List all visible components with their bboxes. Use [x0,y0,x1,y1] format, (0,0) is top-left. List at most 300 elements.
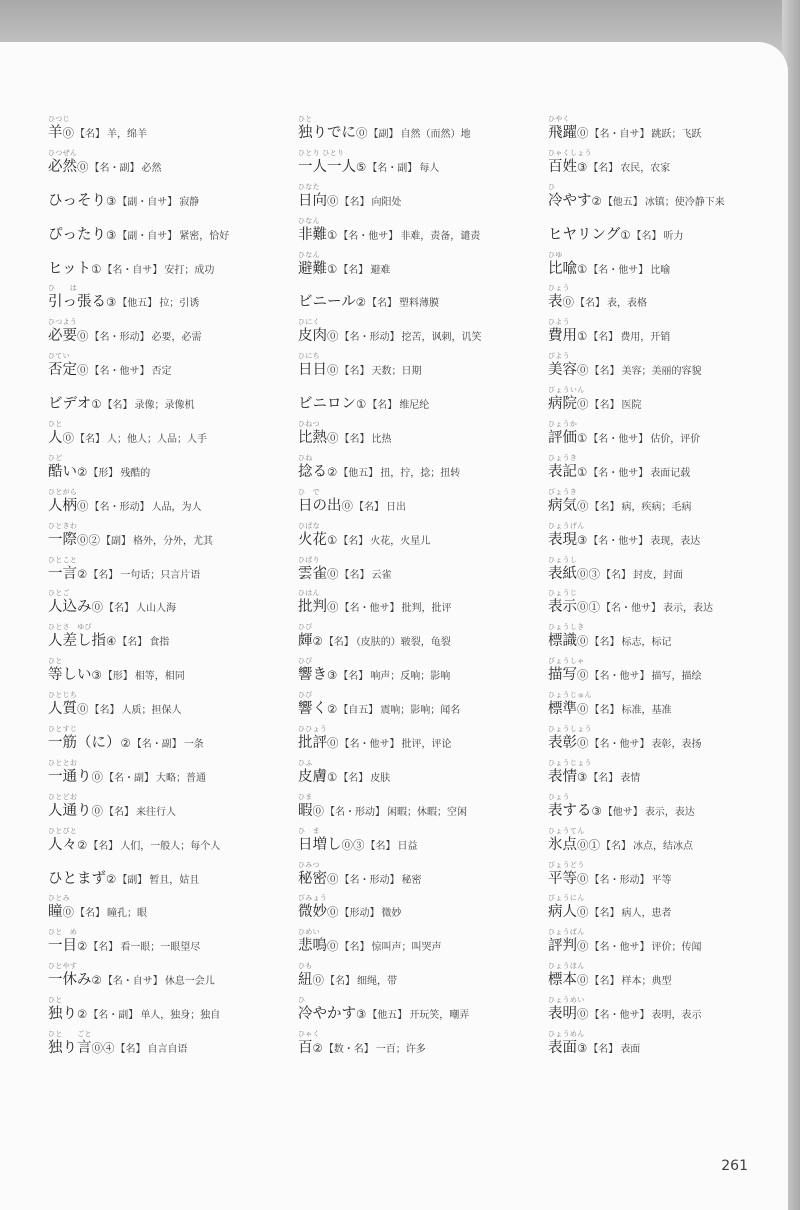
part-of-speech: 【名】 [338,264,369,276]
vocab-entry [298,519,548,553]
vocab-word: 標準 [548,701,577,718]
furigana-reading: ひとじち [48,691,78,700]
part-of-speech: 【名・自サ】 [589,129,650,140]
pitch-accent: ② [91,973,102,988]
entry-line [548,731,702,752]
chinese-meaning: 人质；担保人 [121,705,182,717]
vocab-word: 飛躍 [548,125,577,141]
pitch-accent: ② [77,939,88,954]
entry-line [548,528,700,549]
pitch-accent: ⓪ [327,566,339,581]
pitch-accent: ⓪ [77,498,89,513]
chinese-meaning: 避难 [370,264,391,276]
furigana-reading: ひど [48,453,63,462]
entry-line [48,155,162,176]
furigana-reading: ひつじ [48,115,70,123]
furigana-reading: ひゆ [548,250,563,259]
furigana-reading: ひなん [298,250,320,259]
entry-line [548,934,702,955]
part-of-speech: 【名】 [589,400,620,412]
entry-line [298,663,450,684]
vocab-word: ひっそり [48,192,106,209]
entry-line [548,765,640,786]
chinese-meaning: 表明，表示 [651,1010,702,1022]
chinese-meaning: 一句话；只言片语 [120,569,201,581]
furigana-reading: ひとがら [48,487,78,496]
pitch-accent: ⓪ [77,363,89,378]
furigana-reading: ひばな [298,521,320,530]
vocab-entry [548,824,798,858]
vocab-entry [548,248,798,282]
pitch-accent: ⓪ [327,905,339,920]
vocab-entry [48,417,298,451]
entry-line [298,833,418,854]
pitch-accent: ⓪ [577,973,589,988]
furigana-reading: ひと [48,996,63,1005]
entry-line [298,1036,426,1057]
chinese-meaning: 一百；许多 [375,1044,426,1056]
vocab-word: 日向 [298,192,327,209]
furigana-reading: ひょうめい [548,996,585,1005]
vocab-word: 微妙 [298,904,327,921]
vocab-entry [298,790,548,824]
part-of-speech: 【名・副】 [88,1010,139,1022]
chinese-meaning: 拉；引诱 [159,298,200,310]
vocab-entry [298,586,548,620]
furigana-reading: ひてい [48,352,70,361]
pitch-accent: ① [327,532,338,547]
furigana-reading: ひ [298,996,306,1005]
part-of-speech: 【名】 [339,366,370,378]
part-of-speech: 【名】 [588,772,619,784]
vocab-word: 表示 [548,599,577,616]
part-of-speech: 【名】 [589,637,620,649]
vocab-word: 響く [298,701,327,718]
vocab-word: 瞳 [48,904,63,921]
entry-line [48,629,169,650]
vocab-entry [548,146,798,180]
entry-line [298,562,392,583]
part-of-speech: 【名】 [75,434,105,446]
pitch-accent: ⓪ [327,600,339,615]
chinese-meaning: 云雀 [371,569,392,581]
part-of-speech: 【名】 [104,806,134,818]
furigana-reading: ひやく [548,115,570,123]
furigana-reading: ひょうしき [548,623,585,632]
part-of-speech: 【名・他サ】 [338,230,399,242]
vocab-word: 一筋（に） [48,735,121,752]
pitch-accent: ① [91,261,102,276]
part-of-speech: 【名】 [365,840,396,852]
furigana-reading: ひょうじょう [548,758,592,767]
entry-line [548,358,702,379]
column-right [548,112,798,1061]
chinese-meaning: 扭，拧，捻；扭转 [380,467,461,479]
part-of-speech: 【名】 [589,976,620,988]
chinese-meaning: 标志，标记 [621,637,672,649]
vocab-word: 氷点 [548,836,577,853]
part-of-speech: 【名・他サ】 [589,739,650,751]
vocab-word: 表情 [548,768,577,785]
pitch-accent: ③ [577,532,588,547]
vocab-word: 美容 [548,362,577,379]
part-of-speech: 【名・他サ】 [339,603,400,615]
chinese-meaning: 单人，独身；独自 [140,1010,221,1022]
chinese-meaning: 暂且，姑且 [149,874,200,886]
vocab-word: ヒヤリング [548,226,621,243]
furigana-reading: ひつよう [48,318,78,327]
furigana-reading: びみょう [298,894,328,903]
entry-line [48,223,229,244]
vocab-entry [548,417,798,451]
chinese-meaning: 农民，农家 [620,162,671,174]
entry-line [548,697,672,718]
part-of-speech: 【他五】 [602,196,643,208]
entry-line [298,121,471,142]
chinese-meaning: 冰点，结冰点 [633,840,693,852]
vocab-entry [48,214,298,248]
furigana-reading: ひょう [548,792,570,801]
vocab-entry [548,214,798,248]
entry-line [48,494,202,515]
furigana-reading: びょうにん [548,894,585,903]
part-of-speech: 【名】 [588,1044,619,1056]
vocab-entry [48,891,298,925]
chinese-meaning: 样本；典型 [621,976,672,988]
pitch-accent: ⓪ [327,736,339,751]
furigana-reading: びょういん [548,386,585,395]
part-of-speech: 【名・他サ】 [588,264,649,276]
pitch-accent: ① [327,261,338,276]
vocab-word: 独り [48,1006,77,1023]
chinese-meaning: 看一眼；一眼望尽 [120,942,201,954]
chinese-meaning: 病，疾病；毛病 [621,501,692,513]
pitch-accent: ① [620,227,631,242]
part-of-speech: 【名・他サ】 [589,1010,650,1022]
vocab-entry [48,620,298,654]
part-of-speech: 【名・他サ】 [589,671,650,683]
furigana-reading: ひょうばん [548,928,585,937]
chinese-meaning: 人；他人；人品；人手 [107,434,207,446]
vocab-entry [548,925,798,959]
chinese-meaning: 录像；录像机 [134,400,195,412]
chinese-meaning: 震响；影响；闻名 [380,705,461,717]
vocab-entry [298,281,548,315]
entry-line [298,324,482,345]
part-of-speech: 【名・形动】 [339,332,400,344]
vocab-word: 人柄 [48,497,77,514]
vocab-word: 表記 [548,463,577,480]
vocab-entry [548,654,798,688]
part-of-speech: 【名】 [339,569,370,581]
vocab-word: 表 [548,294,563,311]
vocab-entry [298,722,548,756]
vocab-word: 描写 [548,667,577,684]
vocab-entry [548,451,798,485]
entry-line [548,1002,702,1023]
chinese-meaning: 平等 [651,874,672,886]
part-of-speech: 【名・形动】 [89,501,150,513]
vocab-word: 雲雀 [298,565,327,582]
vocab-word: 暇 [298,802,313,819]
entry-line [298,358,422,379]
pitch-accent: ① [91,397,102,412]
vocab-word: 必要 [48,328,77,345]
part-of-speech: 【名】 [589,501,620,513]
vocab-word: 羊 [48,125,63,141]
pitch-accent: ⓪ [562,295,574,310]
entry-line [548,426,700,447]
furigana-reading: ひととお [48,758,78,767]
furigana-reading: ひ ま [298,826,320,835]
entry-line [48,426,207,447]
vocab-word: 標本 [548,972,577,989]
part-of-speech: 【他五】 [367,1010,408,1022]
entry-line [48,595,176,616]
pitch-accent: ③ [327,668,338,683]
vocab-word: 人質 [48,701,77,718]
furigana-reading: ひにち [298,352,320,361]
entry-line [298,426,392,447]
vocab-entry [548,180,798,214]
vocab-entry [298,1027,548,1061]
pitch-accent: ⓪ [327,939,339,954]
pitch-accent: ③ [356,1007,367,1022]
vocab-entry [48,281,298,315]
entry-line [548,1036,640,1057]
furigana-reading: ひとさ ゆび [48,623,92,632]
vocab-word: 百 [298,1040,313,1057]
vocab-word: 費用 [548,328,577,345]
entry-line [48,324,202,345]
chinese-meaning: 食指 [149,637,170,649]
vocab-word: 比喩 [548,260,577,277]
vocab-entry [298,180,548,214]
entry-line [48,189,199,210]
furigana-reading: ひ で [298,487,320,496]
vocab-word: 紐 [298,972,313,989]
entry-line [548,121,702,142]
vocab-entry [548,858,798,892]
entry-line [298,155,439,176]
vocab-entry [48,383,298,417]
part-of-speech: 【自五】 [338,705,379,717]
furigana-reading: ひも [298,962,313,971]
vocab-entry [548,1027,798,1061]
vocab-entry [298,417,548,451]
pitch-accent: ⓪ [77,159,89,174]
entry-line [48,968,215,989]
pitch-accent: ② [77,1007,88,1022]
chinese-meaning: 批判，批评 [401,603,452,615]
part-of-speech: 【名】 [367,298,398,310]
entry-line [548,324,670,345]
part-of-speech: 【名】 [575,298,605,310]
vocab-word: 病院 [548,396,577,413]
vocab-word: 人 [48,430,63,447]
vocab-entry [298,858,548,892]
entry-line [298,799,467,820]
furigana-reading: ひときわ [48,521,78,530]
chinese-meaning: 必然 [141,162,162,174]
entry-line [298,900,402,921]
vocab-word: 独り言 [48,1040,92,1057]
entry-line [298,867,422,888]
chinese-meaning: 秘密 [401,874,422,886]
vocab-entry [298,891,548,925]
vocab-word: 評判 [548,938,577,955]
vocab-word: 評価 [548,430,577,447]
vocab-word: 一言 [48,565,77,582]
vocab-entry [548,993,798,1027]
chinese-meaning: 维尼纶 [399,400,430,412]
chinese-meaning: 表示，表达 [644,806,695,818]
furigana-reading: ひび [298,623,313,632]
entry-line [48,867,199,888]
furigana-reading: ひと [48,657,63,666]
furigana-reading: ひょうしょう [548,725,592,734]
furigana-reading: ひよう [548,318,570,327]
vocab-entry [48,451,298,485]
part-of-speech: 【副】 [368,129,399,140]
pitch-accent: ⓪ [312,973,324,988]
vocab-entry [298,824,548,858]
part-of-speech: 【名・他サ】 [588,467,649,479]
part-of-speech: 【名】 [339,942,370,954]
pitch-accent: ① [577,431,588,446]
chinese-meaning: 非难，责备，谴责 [400,230,481,242]
pitch-accent: ⓪ [327,329,339,344]
vocab-word: 表する [548,802,592,819]
pitch-accent: ⓪ [577,668,589,683]
vocab-word: 人々 [48,836,77,853]
part-of-speech: 【名】 [588,162,619,174]
vocab-entry [48,959,298,993]
chinese-meaning: 医院 [621,400,642,412]
vocab-entry [48,112,298,146]
pitch-accent: ⓪ [62,905,74,920]
entry-line [298,697,460,718]
part-of-speech: 【名・他サ】 [589,942,650,954]
pitch-accent: ③ [577,159,588,174]
entry-line [548,189,725,210]
vocab-word: 病人 [548,904,577,921]
pitch-accent: ⓪ [77,702,89,717]
vocab-word: 人差し指 [48,633,106,650]
vocab-entry [48,1027,298,1061]
pitch-accent: ⓪ [327,431,339,446]
vocab-word: 平等 [548,870,577,887]
vocab-word: 一際 [48,531,77,548]
furigana-reading: ひと め [48,928,78,937]
part-of-speech: 【名・他サ】 [339,739,400,751]
furigana-reading: ひとこと [48,555,78,564]
chinese-meaning: 细绳，带 [357,976,397,988]
pitch-accent: ③ [591,803,602,818]
part-of-speech: 【名・自サ】 [102,976,163,988]
pitch-accent: ① [577,464,588,479]
furigana-reading: ひょうげん [548,521,585,530]
entry-line [298,257,390,278]
entry-line [48,392,195,413]
entry-line [548,257,670,278]
vocab-entry [298,553,548,587]
chinese-meaning: 表彰，表扬 [651,739,702,751]
part-of-speech: 【他五】 [338,467,379,479]
vocab-word: 批評 [298,735,327,752]
part-of-speech: 【名・形动】 [89,332,150,344]
vocab-entry [48,688,298,722]
part-of-speech: 【名】 [88,942,119,954]
furigana-reading: ひょう [548,284,570,293]
part-of-speech: 【名】 [117,637,148,649]
pitch-accent: ⑤ [356,159,367,174]
chinese-meaning: 来往行人 [136,806,176,818]
chinese-meaning: 残酷的 [120,467,151,479]
entry-line [298,189,402,210]
pitch-accent: ② [312,1041,323,1056]
vocab-word: 一休み [48,972,92,989]
part-of-speech: 【形】 [88,467,119,479]
vocab-entry [48,553,298,587]
vocab-entry [298,993,548,1027]
chinese-meaning: 估价，评价 [650,434,701,446]
pitch-accent: ⓪ [577,363,589,378]
vocab-word: 秘密 [298,870,327,887]
part-of-speech: 【名】 [339,196,370,208]
chinese-meaning: 微妙 [381,908,402,920]
furigana-reading: ひみつ [298,860,320,869]
vocab-word: 冷やす [548,192,592,209]
entry-line [298,494,406,515]
entry-line [298,290,439,311]
part-of-speech: 【名・他サ】 [601,603,661,615]
vocab-entry [548,315,798,349]
vocab-word: 等しい [48,667,92,684]
chinese-meaning: 天数；日期 [371,366,422,378]
entry-line [548,900,672,921]
vocab-word: 響き [298,667,327,684]
entry-line [48,833,220,854]
chinese-meaning: 开玩笑，嘲弄 [409,1010,470,1022]
pitch-accent: ④ [106,634,117,649]
entry-line [48,562,200,583]
vocab-entry [298,620,548,654]
vocab-entry [548,485,798,519]
pitch-accent: ① [327,769,338,784]
part-of-speech: 【副・自サ】 [117,196,178,208]
entry-line [48,121,147,142]
vocab-word: 一人一人 [298,158,356,175]
pitch-accent: ② [591,193,602,208]
vocab-entry [298,349,548,383]
part-of-speech: 【名・形动】 [325,806,385,818]
vocab-entry [48,349,298,383]
vocab-word: ひとまず [48,870,106,887]
chinese-meaning: 表面 [620,1044,641,1056]
part-of-speech: 【名】 [589,705,620,717]
vocab-entry [548,586,798,620]
vocab-entry [48,315,298,349]
vocab-entry [548,620,798,654]
pitch-accent: ⓪ [327,363,339,378]
entry-line [548,494,692,515]
vocab-word: 一目 [48,938,77,955]
part-of-speech: 【名】 [601,569,631,581]
part-of-speech: 【名】 [75,129,105,140]
vocab-word: 病気 [548,497,577,514]
pitch-accent: ⓪ [577,397,589,412]
